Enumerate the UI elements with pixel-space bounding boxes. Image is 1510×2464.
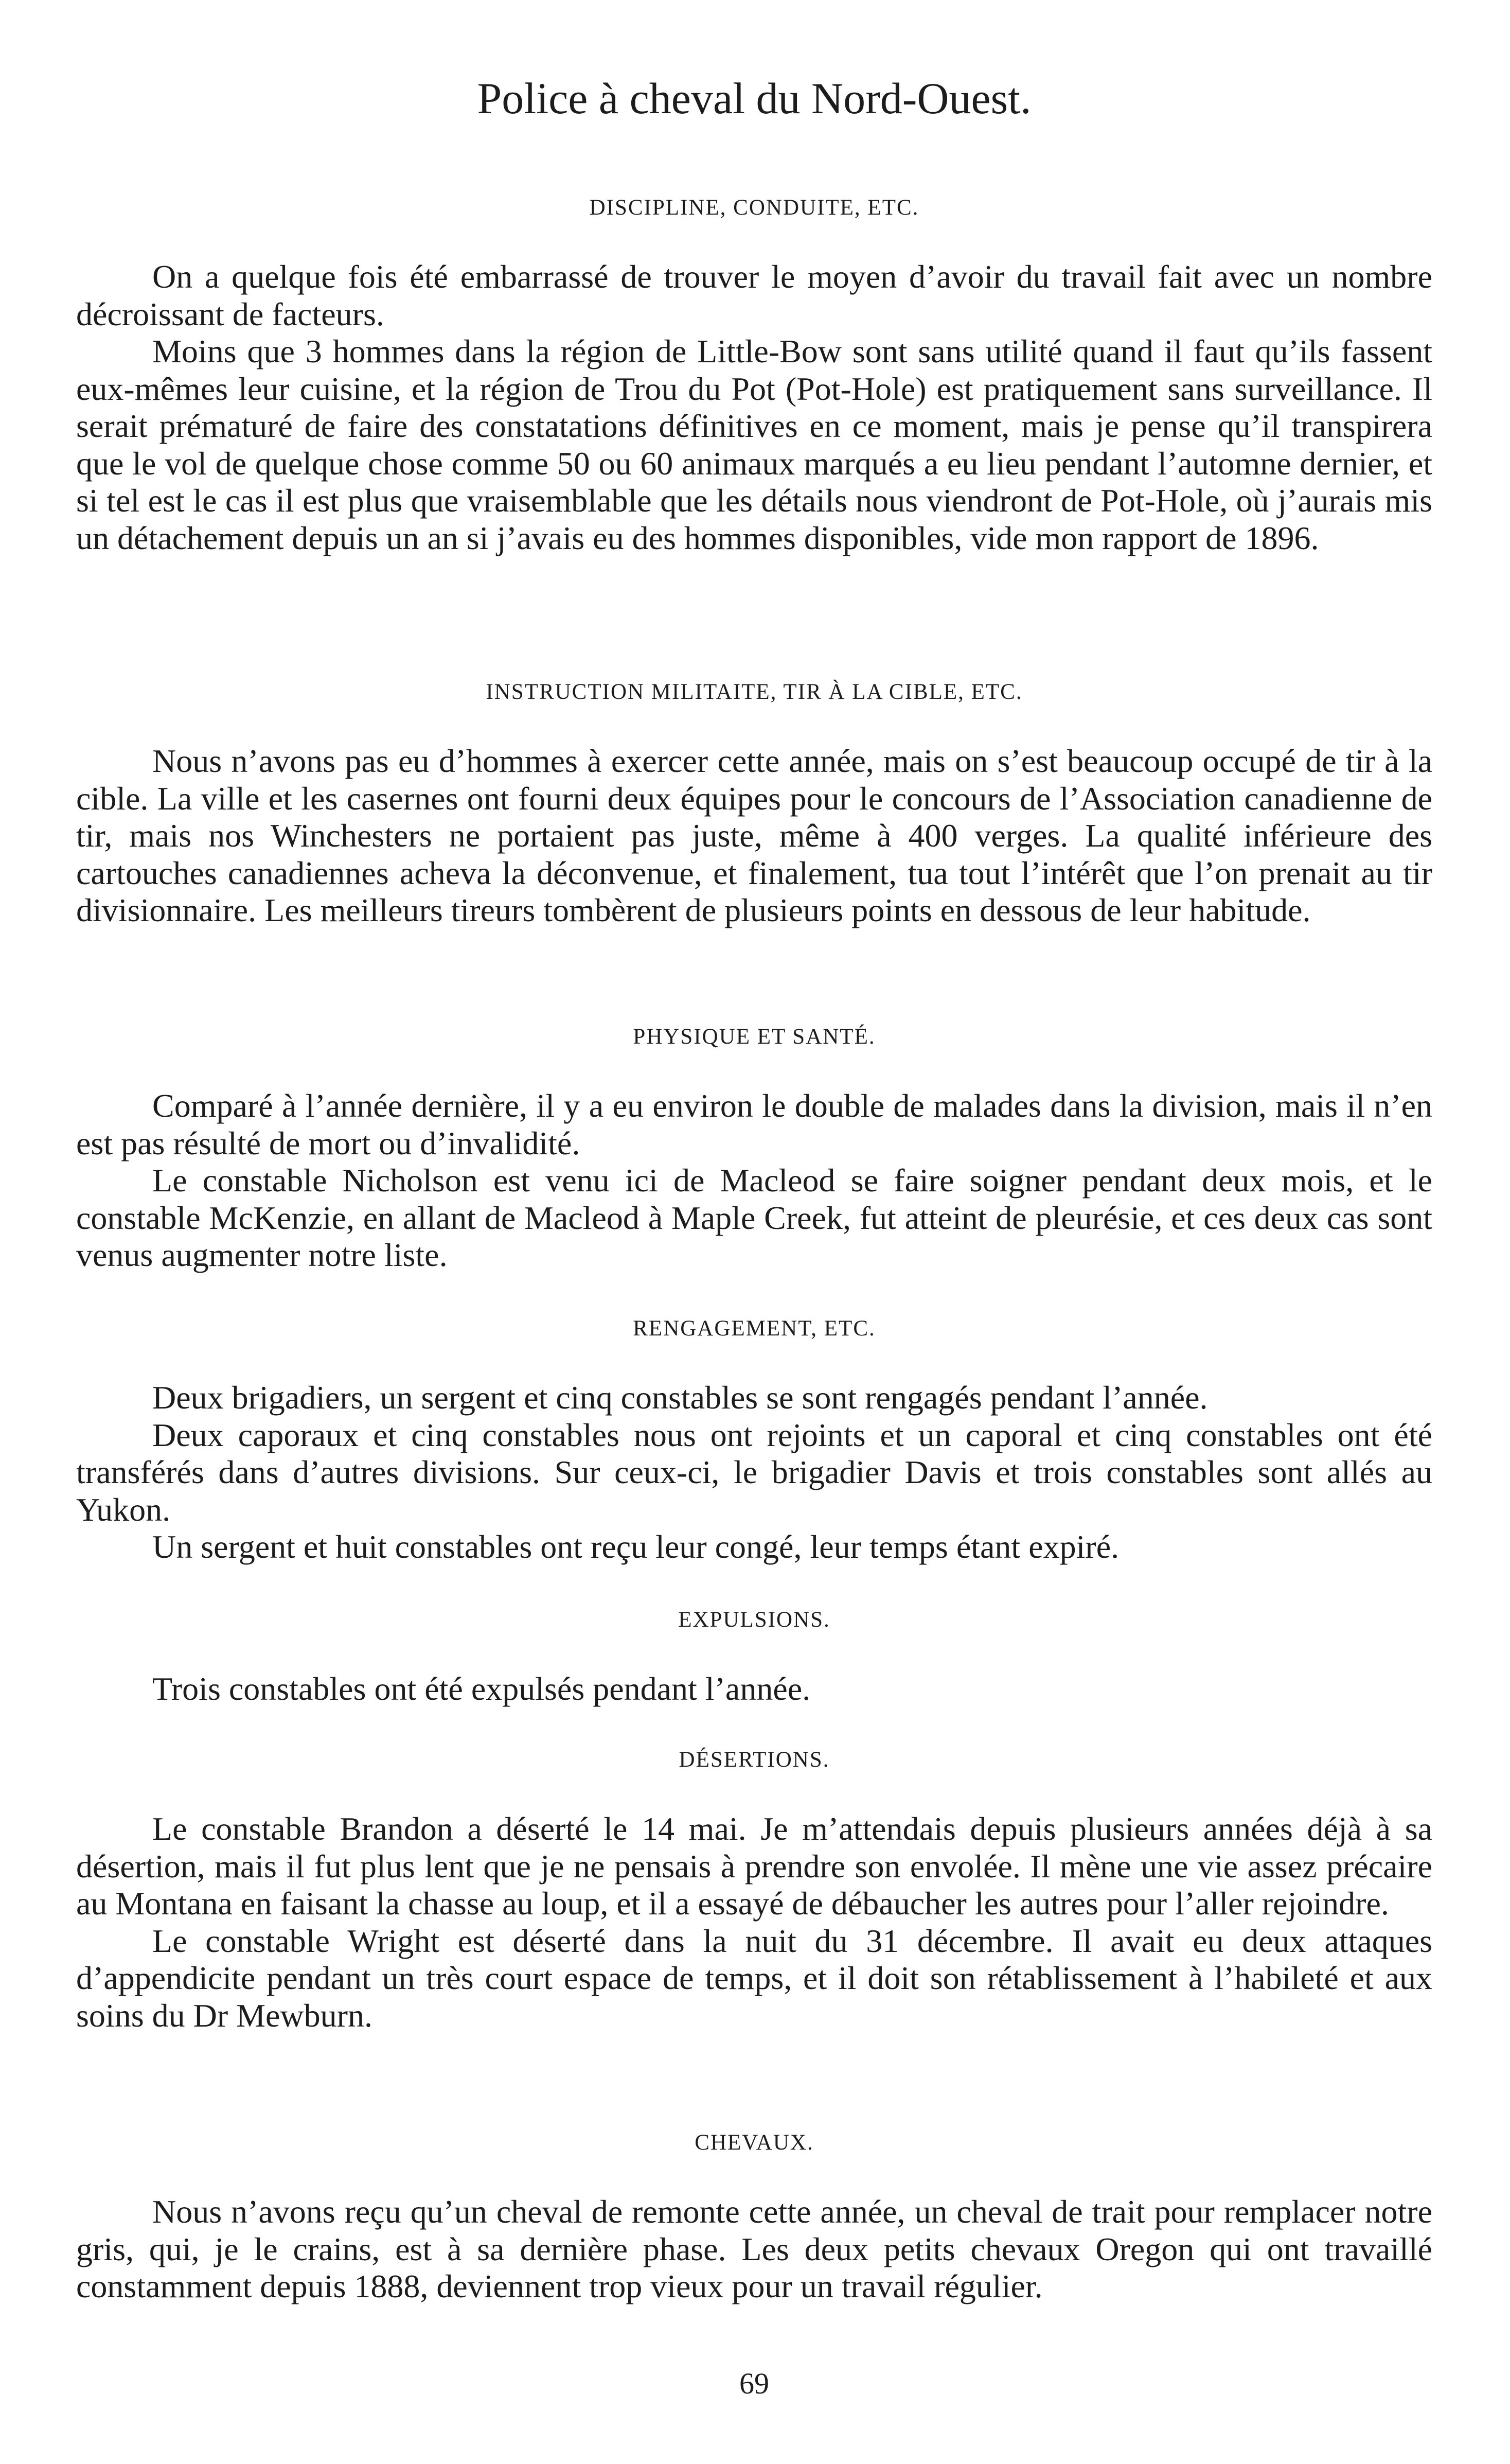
paragraph: Nous n’avons reçu qu’un cheval de remonte cette année, un cheval de trait pour remplacer notre gris, qui, je le crains, est à sa dernière phase. Les deux petits chevaux Oregon qui ont travaillé constamment depuis 1888, deviennent trop vieux pour un travail régulier. [76,2193,1432,2304]
paragraph: Moins que 3 hommes dans la région de Little-Bow sont sans utilité quand il faut qu’ils fassent eux-mêmes leur cuisine, et la région de Trou du Pot (Pot-Hole) est pratiquement sans surveillance. Il serait prématuré de faire des constatations définitives en ce moment, mais je pense qu’il transpirera que le vol de quelque chose comme 50 ou 60 animaux marqués a eu lieu pendant l’automne dernier, et si tel est le cas il est plus que vraisemblable que les détails nous viendront de Pot-Hole, où j’aurais mis un détachement depuis un an si j’avais eu des hommes disponibles, vide mon rapport de 1896. [76,333,1432,556]
paragraph: Deux brigadiers, un sergent et cinq constables se sont rengagés pendant l’année. [152,1379,1208,1416]
section-desertions [76,1749,1432,2034]
section-heading: EXPULSIONS. [678,1608,830,1632]
section-instruction [76,681,1432,929]
page-number: 69 [739,2367,769,2400]
section-chevaux [76,2132,1432,2305]
section-expulsions [76,1609,1432,1708]
paragraph: Comparé à l’année dernière, il y a eu environ le double de malades dans la division, mais il n’en est pas résulté de mort ou d’invalidité. [76,1087,1432,1161]
section-heading: INSTRUCTION MILITAITE, TIR À LA CIBLE, ETC. [486,680,1023,704]
section-heading: PHYSIQUE ET SANTÉ. [633,1025,876,1049]
paragraph: Nous n’avons pas eu d’hommes à exercer cette année, mais on s’est beaucoup occupé de tir à la cible. La ville et les casernes ont fourni deux équipes pour le concours de l’Association canadienne de tir, mais nos Winchesters ne portaient pas juste, même à 400 verges. La qualité inférieure des cartouches canadiennes acheva la déconvenue, et finalement, tua tout l’intérêt que l’on prenait au tir divisionnaire. Les meilleurs tireurs tombèrent de plusieurs points en dessous de leur habitude. [76,743,1432,928]
paragraph: Trois constables ont été expulsés pendant l’année. [152,1670,811,1707]
paragraph: Le constable Wright est déserté dans la nuit du 31 décembre. Il avait eu deux attaques d’appendicite pendant un très court espace de temps, et il doit son rétablissement à l’habileté et aux soins du Dr Mewburn. [76,1922,1432,2034]
section-heading: CHEVAUX. [695,2131,814,2155]
paragraph: On a quelque fois été embarrassé de trouver le moyen d’avoir du travail fait avec un nombre décroissant de facteurs. [76,258,1432,332]
section-discipline [76,197,1432,557]
paragraph: Le constable Nicholson est venu ici de Macleod se faire soigner pendant deux mois, et le constable McKenzie, en allant de Macleod à Maple Creek, fut atteint de pleurésie, et ces deux cas sont venus augmenter notre liste. [76,1162,1432,1273]
paragraph: Un sergent et huit constables ont reçu leur congé, leur temps étant expiré. [152,1528,1120,1565]
section-heading: DÉSERTIONS. [679,1748,830,1772]
section-heading: RENGAGEMENT, ETC. [633,1316,876,1341]
section-rengagement [76,1317,1432,1566]
section-heading: DISCIPLINE, CONDUITE, ETC. [589,196,919,220]
section-physique [76,1026,1432,1274]
paragraph: Deux caporaux et cinq constables nous ont rejoints et un caporal et cinq constables ont été transférés dans d’autres divisions. Sur ceux-ci, le brigadier Davis et trois constables sont allés au Yukon. [76,1416,1432,1528]
paragraph: Le constable Brandon a déserté le 14 mai. Je m’attendais depuis plusieurs années déjà à sa désertion, mais il fut plus lent que je ne pensais à prendre son envolée. Il mène une vie assez précaire au Montana en faisant la chasse au loup, et il a essayé de débaucher les autres pour l’aller rejoindre. [76,1810,1432,1922]
page-title: Police à cheval du Nord-Ouest. [477,74,1032,123]
